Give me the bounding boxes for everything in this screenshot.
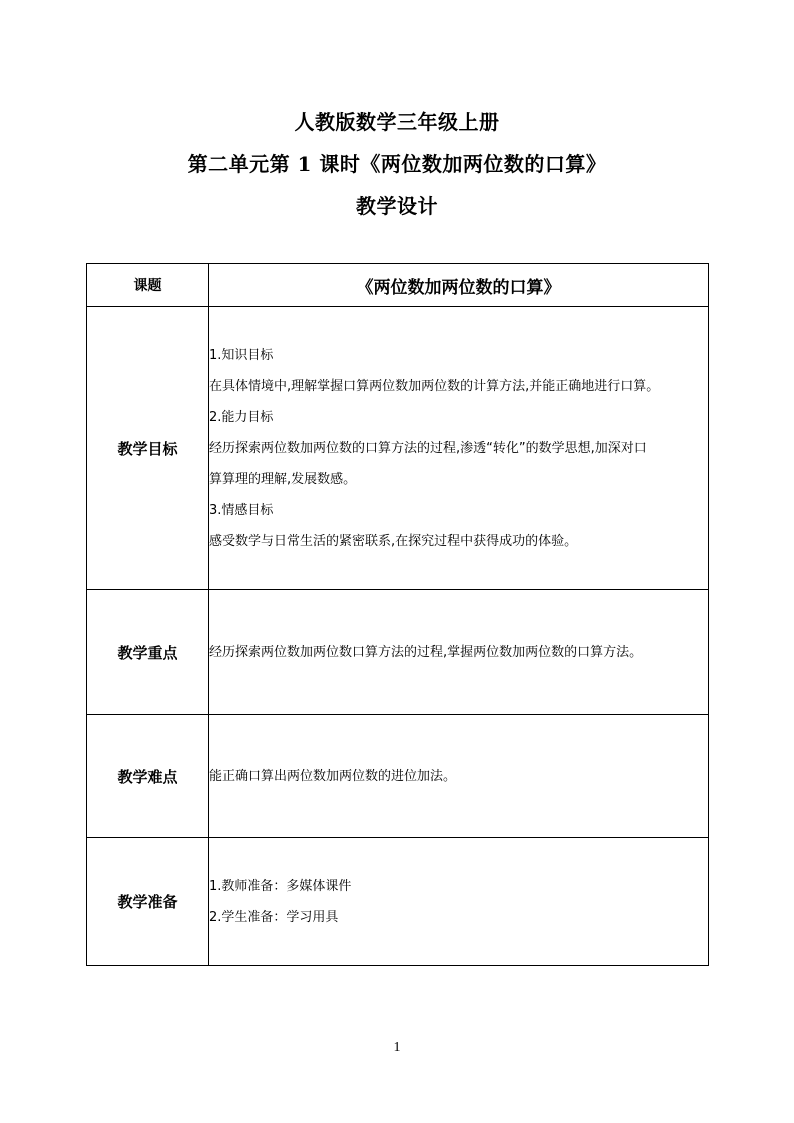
- objectives-line: 算算理的理解,发展数感。: [209, 471, 357, 487]
- objectives-line: 2.能力目标: [209, 409, 274, 425]
- objectives-line: 经历探索两位数加两位数的口算方法的过程,渗透“转化”的数学思想,加深对口: [209, 440, 647, 456]
- table-row-key-points: [87, 590, 709, 715]
- objectives-content: [209, 307, 709, 590]
- table-row-preparation: [87, 838, 709, 966]
- objectives-line: 感受数学与日常生活的紧密联系,在探究过程中获得成功的体验。: [209, 533, 578, 549]
- objectives-line: 1.知识目标: [209, 347, 274, 363]
- topic-value: 《两位数加两位数的口算》: [209, 264, 709, 307]
- page-number: 1: [393, 1040, 401, 1055]
- lesson-title: 第二单元第 1 课时《两位数加两位数的口算》: [187, 152, 607, 176]
- table-row-difficulties: [87, 715, 709, 838]
- preparation-line: 1.教师准备：多媒体课件: [209, 878, 352, 894]
- key-points-label: 教学重点: [87, 590, 209, 715]
- objectives-line: 3.情感目标: [209, 502, 274, 518]
- difficulties-content: [209, 715, 709, 838]
- objectives-line: 在具体情境中,理解掌握口算两位数加两位数的计算方法,并能正确地进行口算。: [209, 378, 660, 394]
- preparation-line: 2.学生准备：学习用具: [209, 909, 339, 925]
- table-row-objectives: [87, 307, 709, 590]
- preparation-label: 教学准备: [87, 838, 209, 966]
- preparation-content: [209, 838, 709, 966]
- difficulties-label: 教学难点: [87, 715, 209, 838]
- topic-label: 课题: [87, 264, 209, 307]
- key-points-line: 经历探索两位数加两位数口算方法的过程,掌握两位数加两位数的口算方法。: [209, 644, 643, 660]
- difficulties-line: 能正确口算出两位数加两位数的进位加法。: [209, 768, 457, 784]
- key-points-content: [209, 590, 709, 715]
- table-row-topic: [87, 264, 709, 307]
- document-title: 人教版数学三年级上册: [294, 110, 500, 134]
- lesson-plan-table: [86, 263, 709, 966]
- objectives-label: 教学目标: [87, 307, 209, 590]
- document-subtitle: 教学设计: [356, 194, 438, 218]
